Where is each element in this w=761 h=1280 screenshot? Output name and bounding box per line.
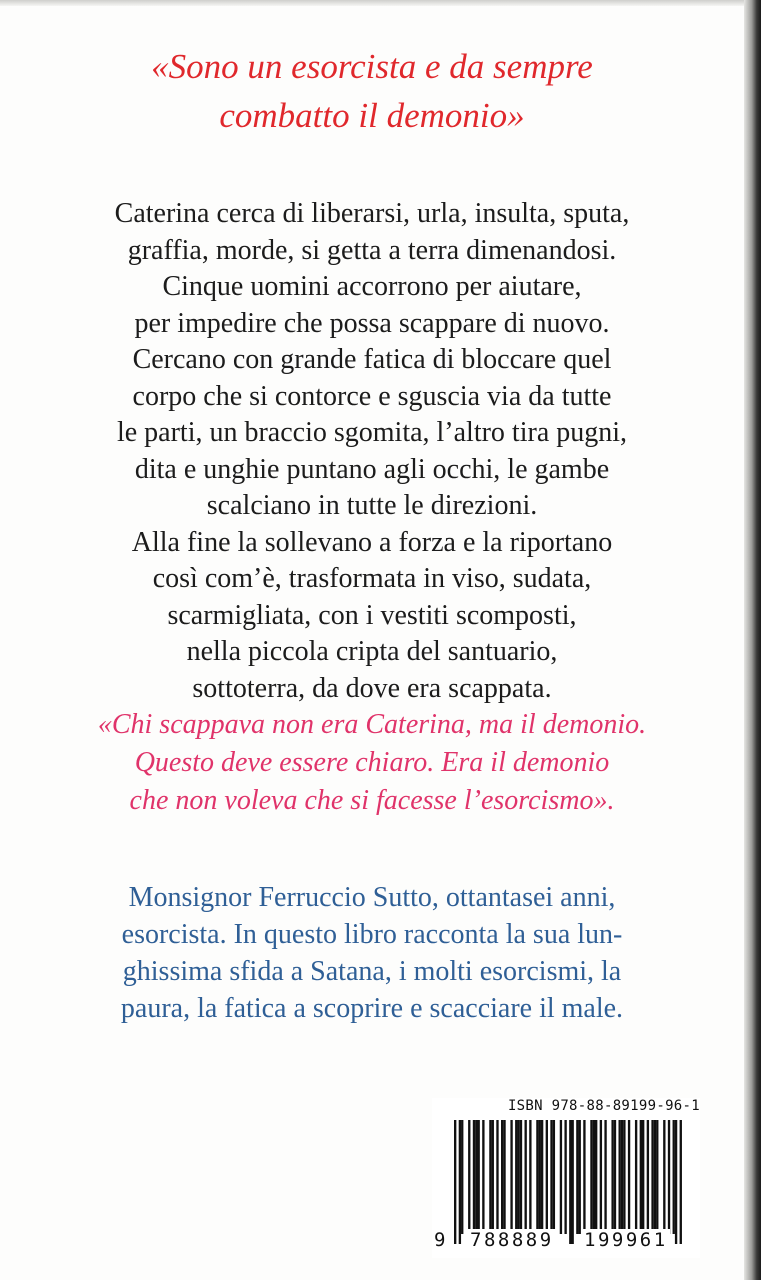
blurb-line: Caterina cerca di liberarsi, urla, insulta, sputa, xyxy=(114,198,630,229)
quote-line: Questo deve essere chiaro. Era il demonio xyxy=(134,747,610,778)
cover-spine-edge xyxy=(744,0,761,1280)
blurb-line: dita e unghie puntano agli occhi, le gambe xyxy=(134,453,610,485)
blurb-line: sottoterra, da dove era scappata. xyxy=(192,672,552,704)
blurb-line: Cinque uomini accorrono per aiutare, xyxy=(162,271,582,302)
blurb-line: scarmigliata, con i vestiti scomposti, xyxy=(167,599,577,631)
barcode-digits-left: 788889 xyxy=(470,1229,554,1251)
barcode-digits xyxy=(432,1229,700,1255)
cover-top-edge xyxy=(0,0,761,6)
blurb-line: le parti, un braccio sgomita, l’altro tira pugni, xyxy=(116,417,628,448)
author-line: esorcista. In questo libro racconta la sua lun- xyxy=(121,919,623,950)
isbn-barcode-block xyxy=(432,1098,700,1258)
quote-line: «Chi scappava non era Caterina, ma il demonio. xyxy=(97,709,647,740)
blurb-line: Alla fine la sollevano a forza e la riportano xyxy=(131,526,613,558)
pull-quote xyxy=(0,706,744,820)
headline-line: «Sono un esorcista e da sempre xyxy=(151,47,593,86)
blurb-paragraph xyxy=(0,196,744,707)
headline-line: combatto il demonio» xyxy=(219,96,525,135)
blurb-line: graffia, morde, si getta a terra dimenandosi. xyxy=(127,234,617,266)
isbn-label: ISBN 978-88-89199-96-1 xyxy=(507,1098,700,1114)
quote-line: che non voleva che si facesse l’esorcismo». xyxy=(129,785,615,816)
barcode-digit-first: 9 xyxy=(434,1229,446,1251)
blurb-line: scalciano in tutte le direzioni. xyxy=(206,490,538,521)
author-line: ghissima sfida a Satana, i molti esorcismi, la xyxy=(122,956,622,987)
author-line: paura, la fatica a scoprire e scacciare il male. xyxy=(120,993,624,1024)
author-line: Monsignor Ferruccio Sutto, ottantasei anni, xyxy=(128,882,616,913)
blurb-line: Cercano con grande fatica di bloccare quel xyxy=(132,344,612,375)
author-bio xyxy=(0,879,744,1027)
blurb-line: corpo che si contorce e sguscia via da tutte xyxy=(132,380,612,412)
blurb-line: per impedire che possa scappare di nuovo. xyxy=(134,307,610,339)
barcode-digits-right: 199961 xyxy=(584,1229,668,1251)
blurb-line: così com’è, trasformata in viso, sudata, xyxy=(152,563,592,594)
headline xyxy=(0,42,744,140)
blurb-line: nella piccola cripta del santuario, xyxy=(186,636,558,667)
